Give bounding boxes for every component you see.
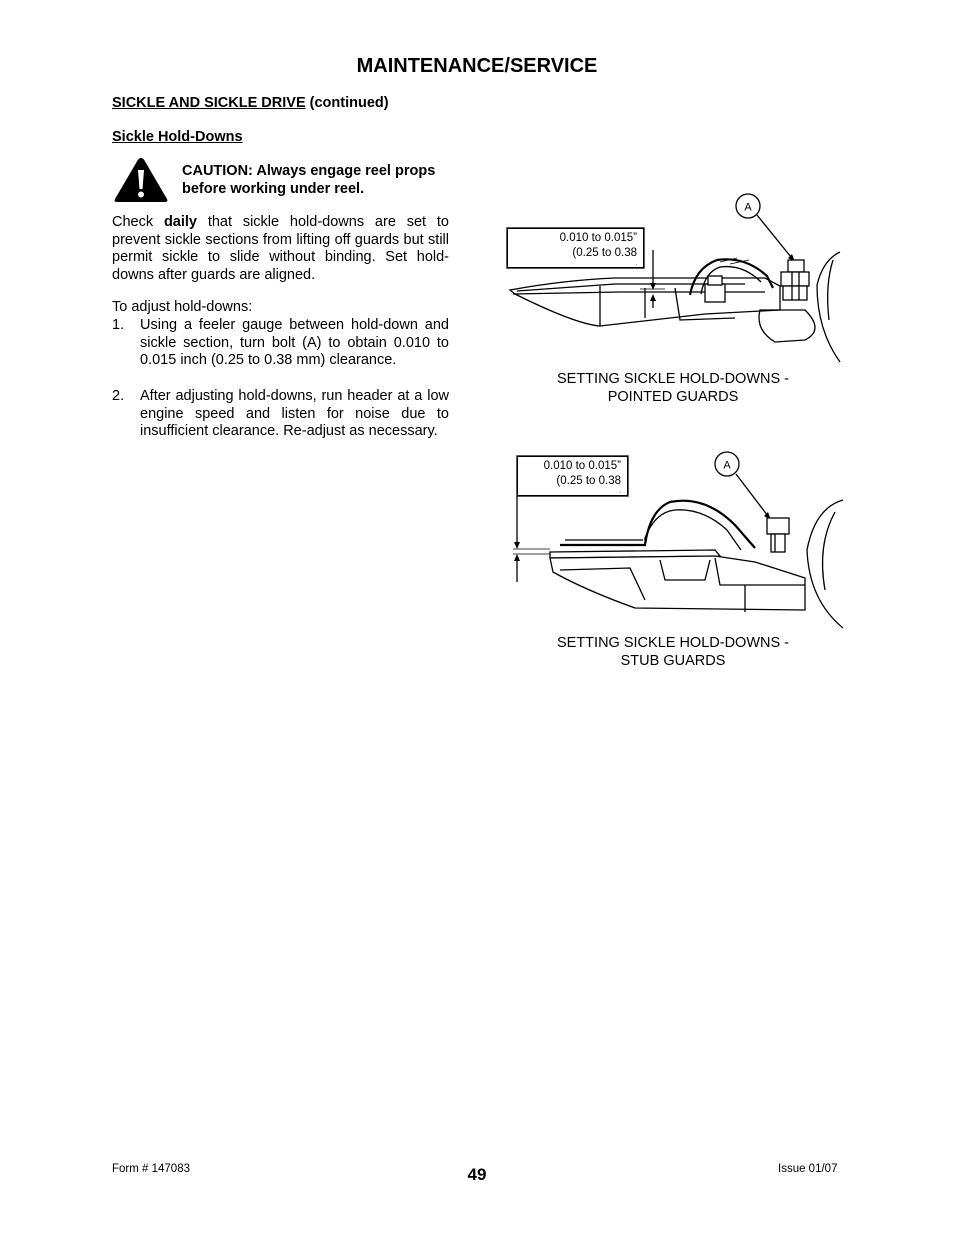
adjust-heading: To adjust hold-downs:	[112, 299, 253, 315]
caution-text: CAUTION: Always engage reel props before working under reel.	[182, 163, 436, 197]
step-text: After adjusting hold-downs, run header at a low engine speed and listen for noise due to insufficient clearance. Re-adjust as necessary.	[140, 388, 449, 439]
caption-line-2: STUB GUARDS	[620, 653, 726, 669]
dimension-label-2	[517, 456, 628, 496]
section-heading-suffix: (continued)	[305, 95, 389, 111]
bolt-a	[767, 518, 789, 534]
caption-line-2: POINTED GUARDS	[607, 389, 739, 405]
bolt-a	[788, 260, 804, 272]
form-number: Form # 147083	[112, 1163, 190, 1175]
caption-line-1: SETTING SICKLE HOLD-DOWNS -	[556, 371, 790, 387]
dimension-line-3: .	[635, 261, 637, 267]
dimension-line-1: 0.010 to 0.015”	[559, 232, 637, 244]
step-number: 1.	[112, 317, 125, 333]
dimension-label-1	[507, 228, 644, 268]
dimension-line-2: (0.25 to 0.38	[572, 247, 637, 259]
callout-leader	[757, 215, 795, 262]
step-text: Using a feeler gauge between hold-down and sickle section, turn bolt (A) to obtain 0.010 to 0.015 inch (0.25 to 0.38 mm) clearance.	[140, 317, 449, 368]
intro-rest: that sickle hold-downs are set to prevent sickle sections from lifting off guards but still permit sickle to slide without binding. Set hold-downs after guards are aligned.	[112, 214, 449, 283]
pointed-guard-figure	[505, 190, 845, 365]
subsection-heading: Sickle Hold-Downs	[112, 129, 243, 145]
intro-lead: Check	[112, 214, 164, 230]
warning-icon	[112, 155, 170, 205]
caption-line-1: SETTING SICKLE HOLD-DOWNS -	[556, 635, 790, 651]
section-heading-text: SICKLE AND SICKLE DRIVE	[112, 95, 306, 111]
issue-date: Issue 01/07	[778, 1163, 838, 1175]
intro-bold: daily	[163, 214, 197, 230]
figure-caption-2	[513, 634, 833, 670]
dimension-line-2: (0.25 to 0.38	[556, 475, 621, 487]
figure-caption-1	[513, 370, 833, 406]
callout-leader	[736, 474, 771, 520]
step-number: 2.	[112, 388, 125, 404]
callout-label: A	[723, 459, 731, 472]
section-heading	[112, 95, 389, 111]
page-title: MAINTENANCE/SERVICE	[356, 55, 598, 77]
dimension-line-1: 0.010 to 0.015”	[543, 460, 621, 472]
intro-paragraph	[112, 214, 449, 284]
step-1	[112, 317, 449, 370]
callout-label: A	[744, 201, 752, 214]
page-number: 49	[467, 1165, 487, 1184]
step-2	[112, 388, 449, 441]
dimension-line-3: .	[619, 489, 621, 495]
